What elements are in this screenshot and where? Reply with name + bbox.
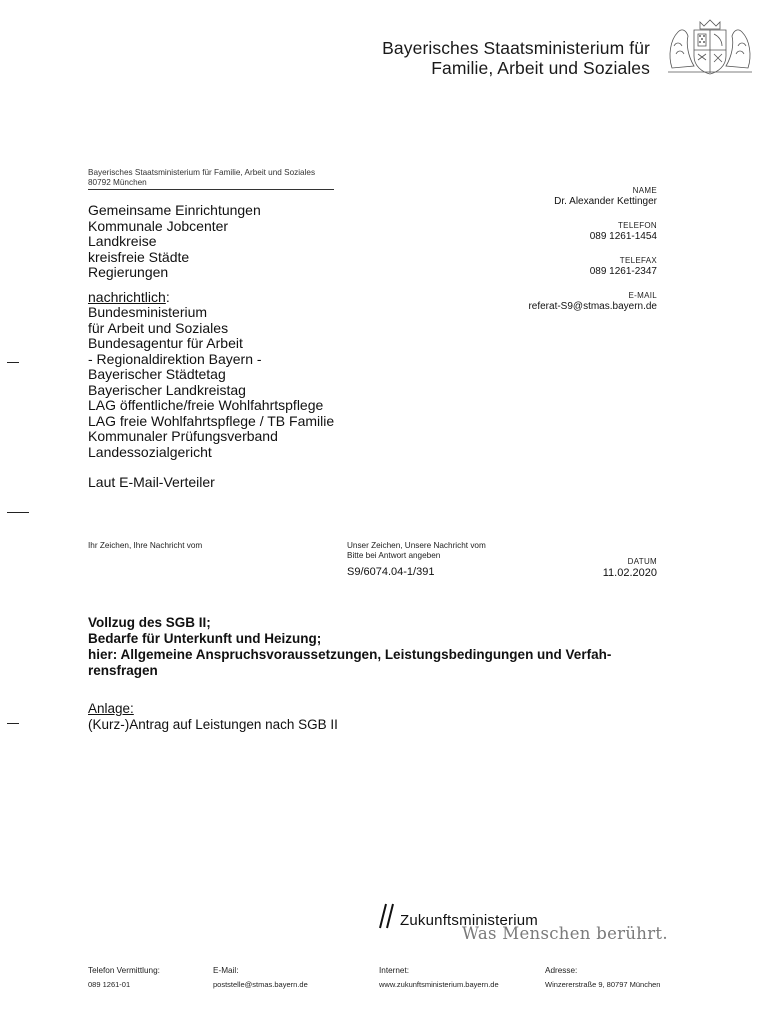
ministry-name-line2: Familie, Arbeit und Soziales — [431, 58, 650, 78]
cc-recipient: für Arbeit und Soziales — [88, 319, 229, 336]
our-reference-label: Unser Zeichen, Unsere Nachricht vom — [347, 541, 486, 550]
reply-hint: Bitte bei Antwort angeben — [347, 551, 441, 560]
footer-email — [213, 964, 308, 992]
footer-web-label: Internet: — [379, 966, 410, 975]
phone-value: 089 1261-1454 — [589, 231, 657, 242]
ministry-slogan — [378, 900, 678, 946]
footer-phone-label: Telefon Vermittlung: — [88, 966, 160, 975]
cc-heading — [88, 290, 334, 306]
email-label: E-MAIL — [628, 291, 657, 300]
footer-address — [545, 964, 660, 992]
cc-recipient: LAG freie Wohlfahrtspflege / TB Familie — [88, 412, 335, 429]
date-value: 11.02.2020 — [602, 567, 657, 579]
footer-address-label: Adresse: — [545, 966, 578, 975]
cc-recipient: LAG öffentliche/freie Wohlfahrtspflege — [88, 397, 324, 413]
ministry-name — [382, 38, 650, 78]
punch-mark — [7, 512, 29, 513]
recipient: kreisfreie Städte — [88, 248, 190, 265]
recipient: Kommunale Jobcenter — [88, 217, 229, 234]
email-value: referat-S9@stmas.bayern.de — [528, 301, 657, 312]
attachment-value: (Kurz-)Antrag auf Leistungen nach SGB II — [88, 716, 338, 732]
cc-label: nachrichtlich — [88, 288, 166, 305]
fold-mark — [7, 362, 19, 363]
cc-recipient: Kommunaler Prüfungsverband — [88, 428, 278, 444]
name-label: NAME — [632, 186, 657, 195]
cc-recipient: Bayerischer Landkreistag — [88, 381, 246, 398]
subject-line: hier: Allgemeine Anspruchsvoraussetzungen, Leistungsbedingungen und Verfah- — [88, 647, 612, 662]
footer-web — [379, 964, 499, 992]
fax-value: 089 1261-2347 — [589, 266, 657, 277]
cc-recipient: Bundesagentur für Arbeit — [88, 335, 243, 351]
attachment-label: Anlage: — [88, 701, 134, 716]
contact-block — [528, 186, 657, 326]
cc-recipient: Bayerischer Städtetag — [88, 366, 226, 382]
name-value: Dr. Alexander Kettinger — [554, 196, 657, 207]
distribution-note: Laut E-Mail-Verteiler — [88, 474, 215, 490]
subject-line: Vollzug des SGB II; — [88, 615, 211, 630]
attachment — [88, 701, 338, 732]
our-reference-number: S9/6074.04-1/391 — [347, 566, 435, 578]
footer-address-value: Winzererstraße 9, 80797 München — [545, 980, 661, 989]
fax-label: TELEFAX — [619, 256, 657, 265]
recipient: Gemeinsame Einrichtungen — [88, 202, 261, 218]
cc-recipient: Landessozialgericht — [88, 443, 212, 460]
bavarian-coat-of-arms-icon — [664, 16, 756, 76]
subject-line: Bedarfe für Unterkunft und Heizung; — [88, 631, 322, 646]
footer-email-label: E-Mail: — [213, 966, 239, 975]
phone-label: TELEFON — [618, 221, 657, 230]
slogan-tagline: Was Menschen berührt. — [462, 924, 668, 943]
sender-return-address: Bayerisches Staatsministerium für Familie, Arbeit und Soziales 80792 München — [88, 168, 334, 190]
date-label: DATUM — [627, 557, 657, 566]
recipient: Landkreise — [88, 233, 157, 249]
footer-phone — [88, 964, 160, 992]
slogan-brand: Zukunftsministerium — [400, 912, 539, 929]
cc-colon: : — [165, 288, 170, 305]
ministry-name-line1: Bayerisches Staatsministerium für — [382, 38, 650, 58]
your-reference-label: Ihr Zeichen, Ihre Nachricht vom — [88, 541, 203, 550]
subject-line: rensfragen — [88, 663, 158, 678]
cc-recipient: Bundesministerium — [88, 304, 208, 320]
double-slash-icon — [378, 902, 398, 930]
our-reference — [347, 541, 486, 577]
cc-recipient: - Regionaldirektion Bayern - — [88, 350, 262, 367]
fold-mark — [7, 723, 19, 724]
recipient-block — [88, 203, 334, 491]
subject — [88, 615, 648, 679]
footer-web-value: www.zukunftsministerium.bayern.de — [379, 980, 499, 989]
footer-email-value: poststelle@stmas.bayern.de — [213, 980, 308, 989]
date-block — [603, 557, 657, 580]
recipient: Regierungen — [88, 264, 169, 280]
footer-phone-value: 089 1261-01 — [88, 980, 131, 989]
